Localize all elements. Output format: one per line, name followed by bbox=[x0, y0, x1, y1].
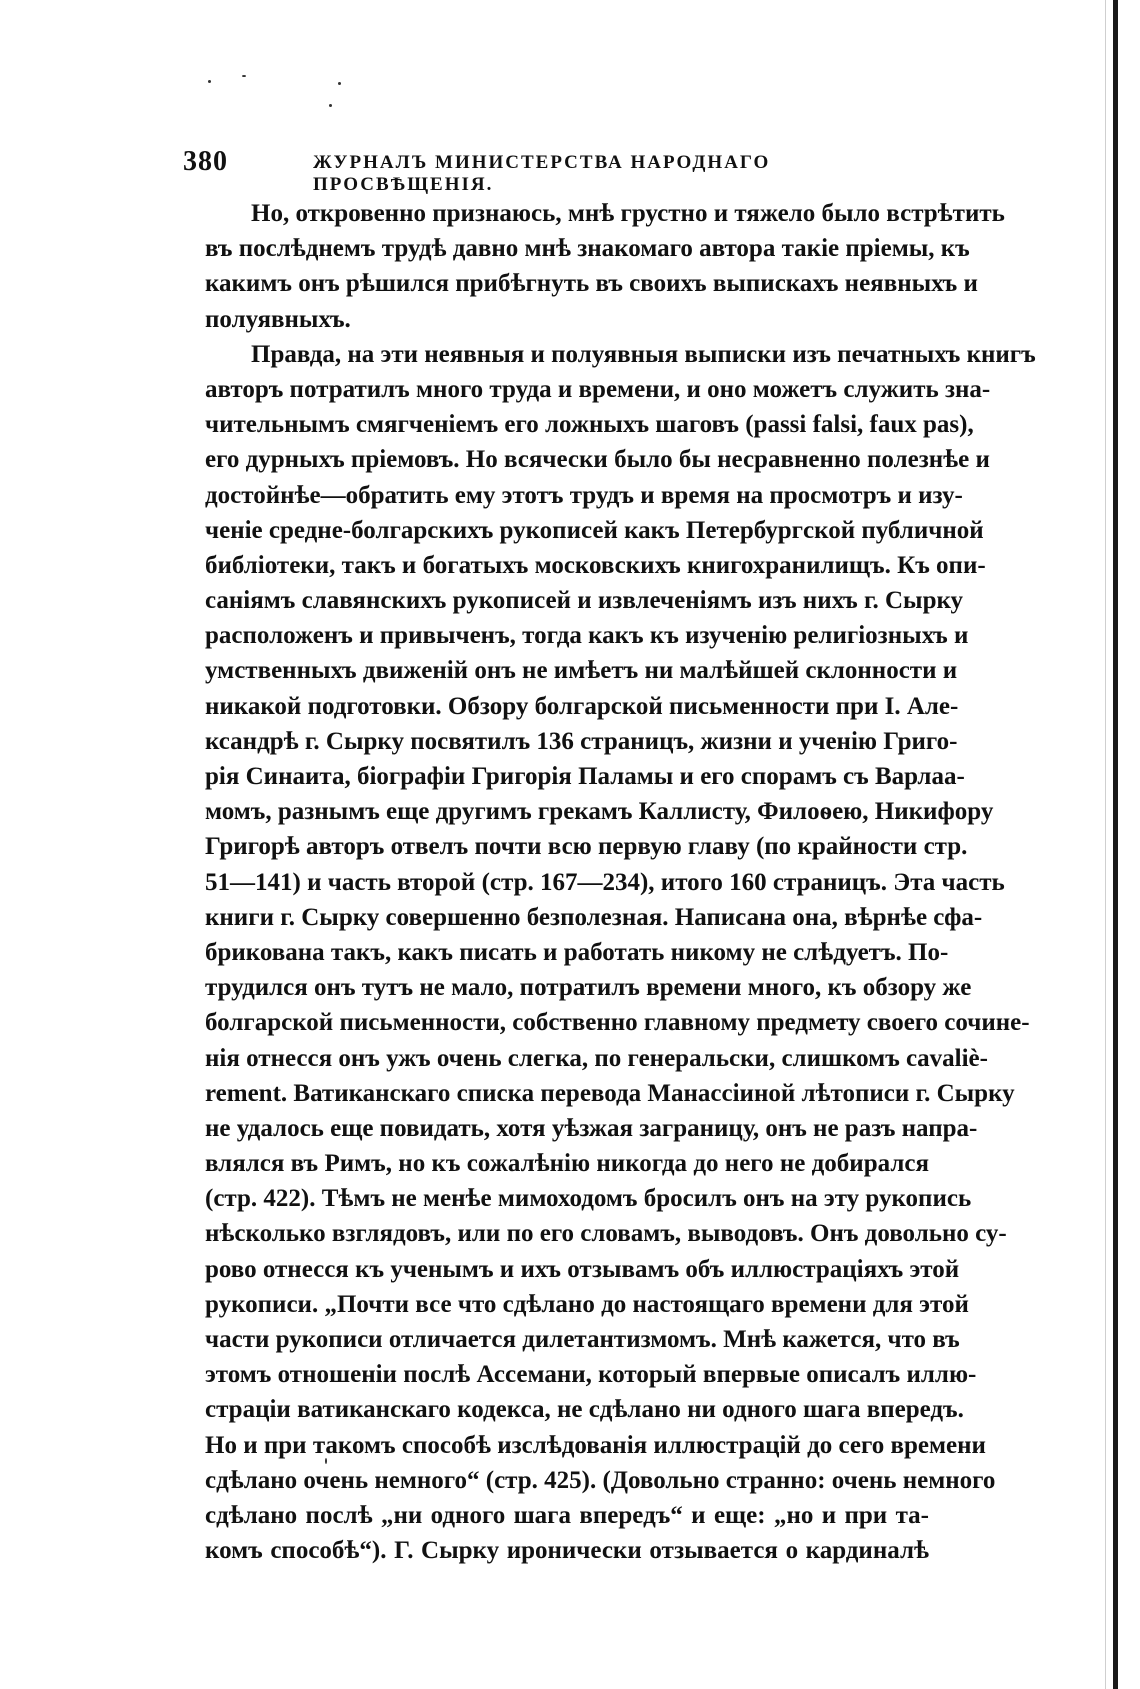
text-line: рукописи. „Почти все что сдѣлано до настоящаго времени для этой bbox=[205, 1290, 969, 1318]
text-line: не удалось еще повидать, хотя уѣзжая заграницу, онъ не разъ напра- bbox=[205, 1114, 978, 1142]
page-header bbox=[183, 146, 926, 195]
text-line: расположенъ и привыченъ, тогда какъ къ изученію религіозныхъ и bbox=[205, 622, 969, 650]
text-line: саніямъ славянскихъ рукописей и извлеченіямъ изъ нихъ г. Сырку bbox=[205, 587, 964, 615]
text-line: рія Синаита, біографіи Григорія Паламы и его спорамъ съ Варлаа- bbox=[205, 763, 965, 790]
text-line: rement. Ватиканскаго списка перевода Манассіиной лѣтописи г. Сырку bbox=[205, 1079, 1015, 1107]
text-line: Но и при такомъ способѣ изслѣдованія иллюстрацій до сего времени bbox=[205, 1431, 986, 1459]
text-line: достойнѣе—обратить ему этотъ трудъ и время на просмотръ и изу- bbox=[205, 481, 963, 509]
page-number: 380 bbox=[183, 146, 228, 177]
text-line: болгарской письменности, собственно главному предмету своего сочине- bbox=[205, 1009, 1030, 1037]
body-text bbox=[205, 196, 1036, 1568]
text-line: библіотеки, такъ и богатыхъ московскихъ книгохранилищъ. Къ опи- bbox=[205, 551, 986, 579]
text-line: части рукописи отличается дилетантизмомъ. Мнѣ кажется, что въ bbox=[205, 1326, 960, 1353]
text-line: сдѣлано очень немного“ (стр. 425). (Довольно странно: очень немного bbox=[205, 1466, 996, 1494]
text-line: 51—141) и часть второй (стр. 167—234), итого 160 страницъ. Эта часть bbox=[205, 868, 1005, 896]
text-line: какимъ онъ рѣшился прибѣгнуть въ своихъ выпискахъ неявныхъ и bbox=[205, 270, 978, 298]
text-line: умственныхъ движеній онъ не имѣетъ ни малѣйшей склонности и bbox=[205, 657, 958, 685]
text-line: ченіе средне-болгарскихъ рукописей какъ Петербургской публичной bbox=[205, 516, 984, 544]
page-edge-border bbox=[1113, 0, 1118, 1689]
text-line: этомъ отношеніи послѣ Ассемани, который впервые описалъ иллю- bbox=[205, 1361, 977, 1389]
running-title: ЖУРНАЛЪ МИНИСТЕРСТВА НАРОДНАГО ПРОСВѢЩЕНІЯ. bbox=[313, 152, 771, 195]
text-line: Но, откровенно признаюсь, мнѣ грустно и тяжело было встрѣтить bbox=[251, 200, 1005, 227]
text-line: нѣсколько взглядовъ, или по его словамъ, выводовъ. Онъ довольно су- bbox=[205, 1220, 1007, 1248]
text-line: брикована такъ, какъ писать и работать никому не слѣдуетъ. По- bbox=[205, 938, 949, 966]
scan-speck bbox=[242, 75, 246, 77]
text-line: ксандрѣ г. Сырку посвятилъ 136 страницъ, жизни и ученію Григо- bbox=[205, 727, 958, 755]
text-line: Правда, на эти неявныя и полуявныя выписки изъ печатныхъ книгъ bbox=[251, 340, 1036, 368]
text-line: сдѣлано послѣ „ни одного шага впередъ“ и еще: „но и при та- bbox=[205, 1501, 929, 1529]
text-line: авторъ потратилъ много труда и времени, и оно можетъ служить зна- bbox=[205, 375, 991, 403]
text-line: Григорѣ авторъ отвелъ почти всю первую главу (по крайности стр. bbox=[205, 833, 968, 861]
scan-speck bbox=[208, 80, 211, 83]
scan-speck bbox=[338, 82, 341, 85]
text-line: книги г. Сырку совершенно безполезная. Написана она, вѣрнѣе сфа- bbox=[205, 903, 983, 931]
scan-speck bbox=[329, 104, 332, 107]
text-line: никакой подготовки. Обзору болгарской письменности при І. Але- bbox=[205, 692, 959, 720]
text-line: трудился онъ тутъ не мало, потратилъ времени много, къ обзору же bbox=[205, 974, 972, 1002]
text-line: влялся въ Римъ, но къ сожалѣнію никогда до него не добирался bbox=[205, 1150, 929, 1178]
text-line: (стр. 422). Тѣмъ не менѣе мимоходомъ бросилъ онъ на эту рукопись bbox=[205, 1185, 972, 1213]
text-line: рово отнесся къ ученымъ и ихъ отзывамъ объ иллюстраціяхъ этой bbox=[205, 1255, 960, 1283]
text-line: нія отнесся онъ ужъ очень слегка, по генеральски, слишкомъ cavaliè- bbox=[205, 1044, 988, 1072]
text-line: его дурныхъ пріемовъ. Но всячески было бы несравненно полезнѣе и bbox=[205, 446, 990, 474]
page-edge-shadow bbox=[1105, 0, 1106, 1689]
text-line: чительнымъ смягченіемъ его ложныхъ шаговъ (passi falsi, faux pas), bbox=[205, 411, 974, 439]
text-line: страціи ватиканскаго кодекса, не сдѣлано ни одного шага впередъ. bbox=[205, 1396, 964, 1424]
text-line: комъ способѣ“). Г. Сырку иронически отзывается о кардиналѣ bbox=[205, 1537, 929, 1565]
text-line: въ послѣднемъ трудѣ давно мнѣ знакомаго автора такіе пріемы, къ bbox=[205, 235, 970, 263]
text-line: полуявныхъ. bbox=[205, 305, 351, 333]
text-line: момъ, разнымъ еще другимъ грекамъ Каллисту, Филоѳею, Никифору bbox=[205, 798, 994, 826]
